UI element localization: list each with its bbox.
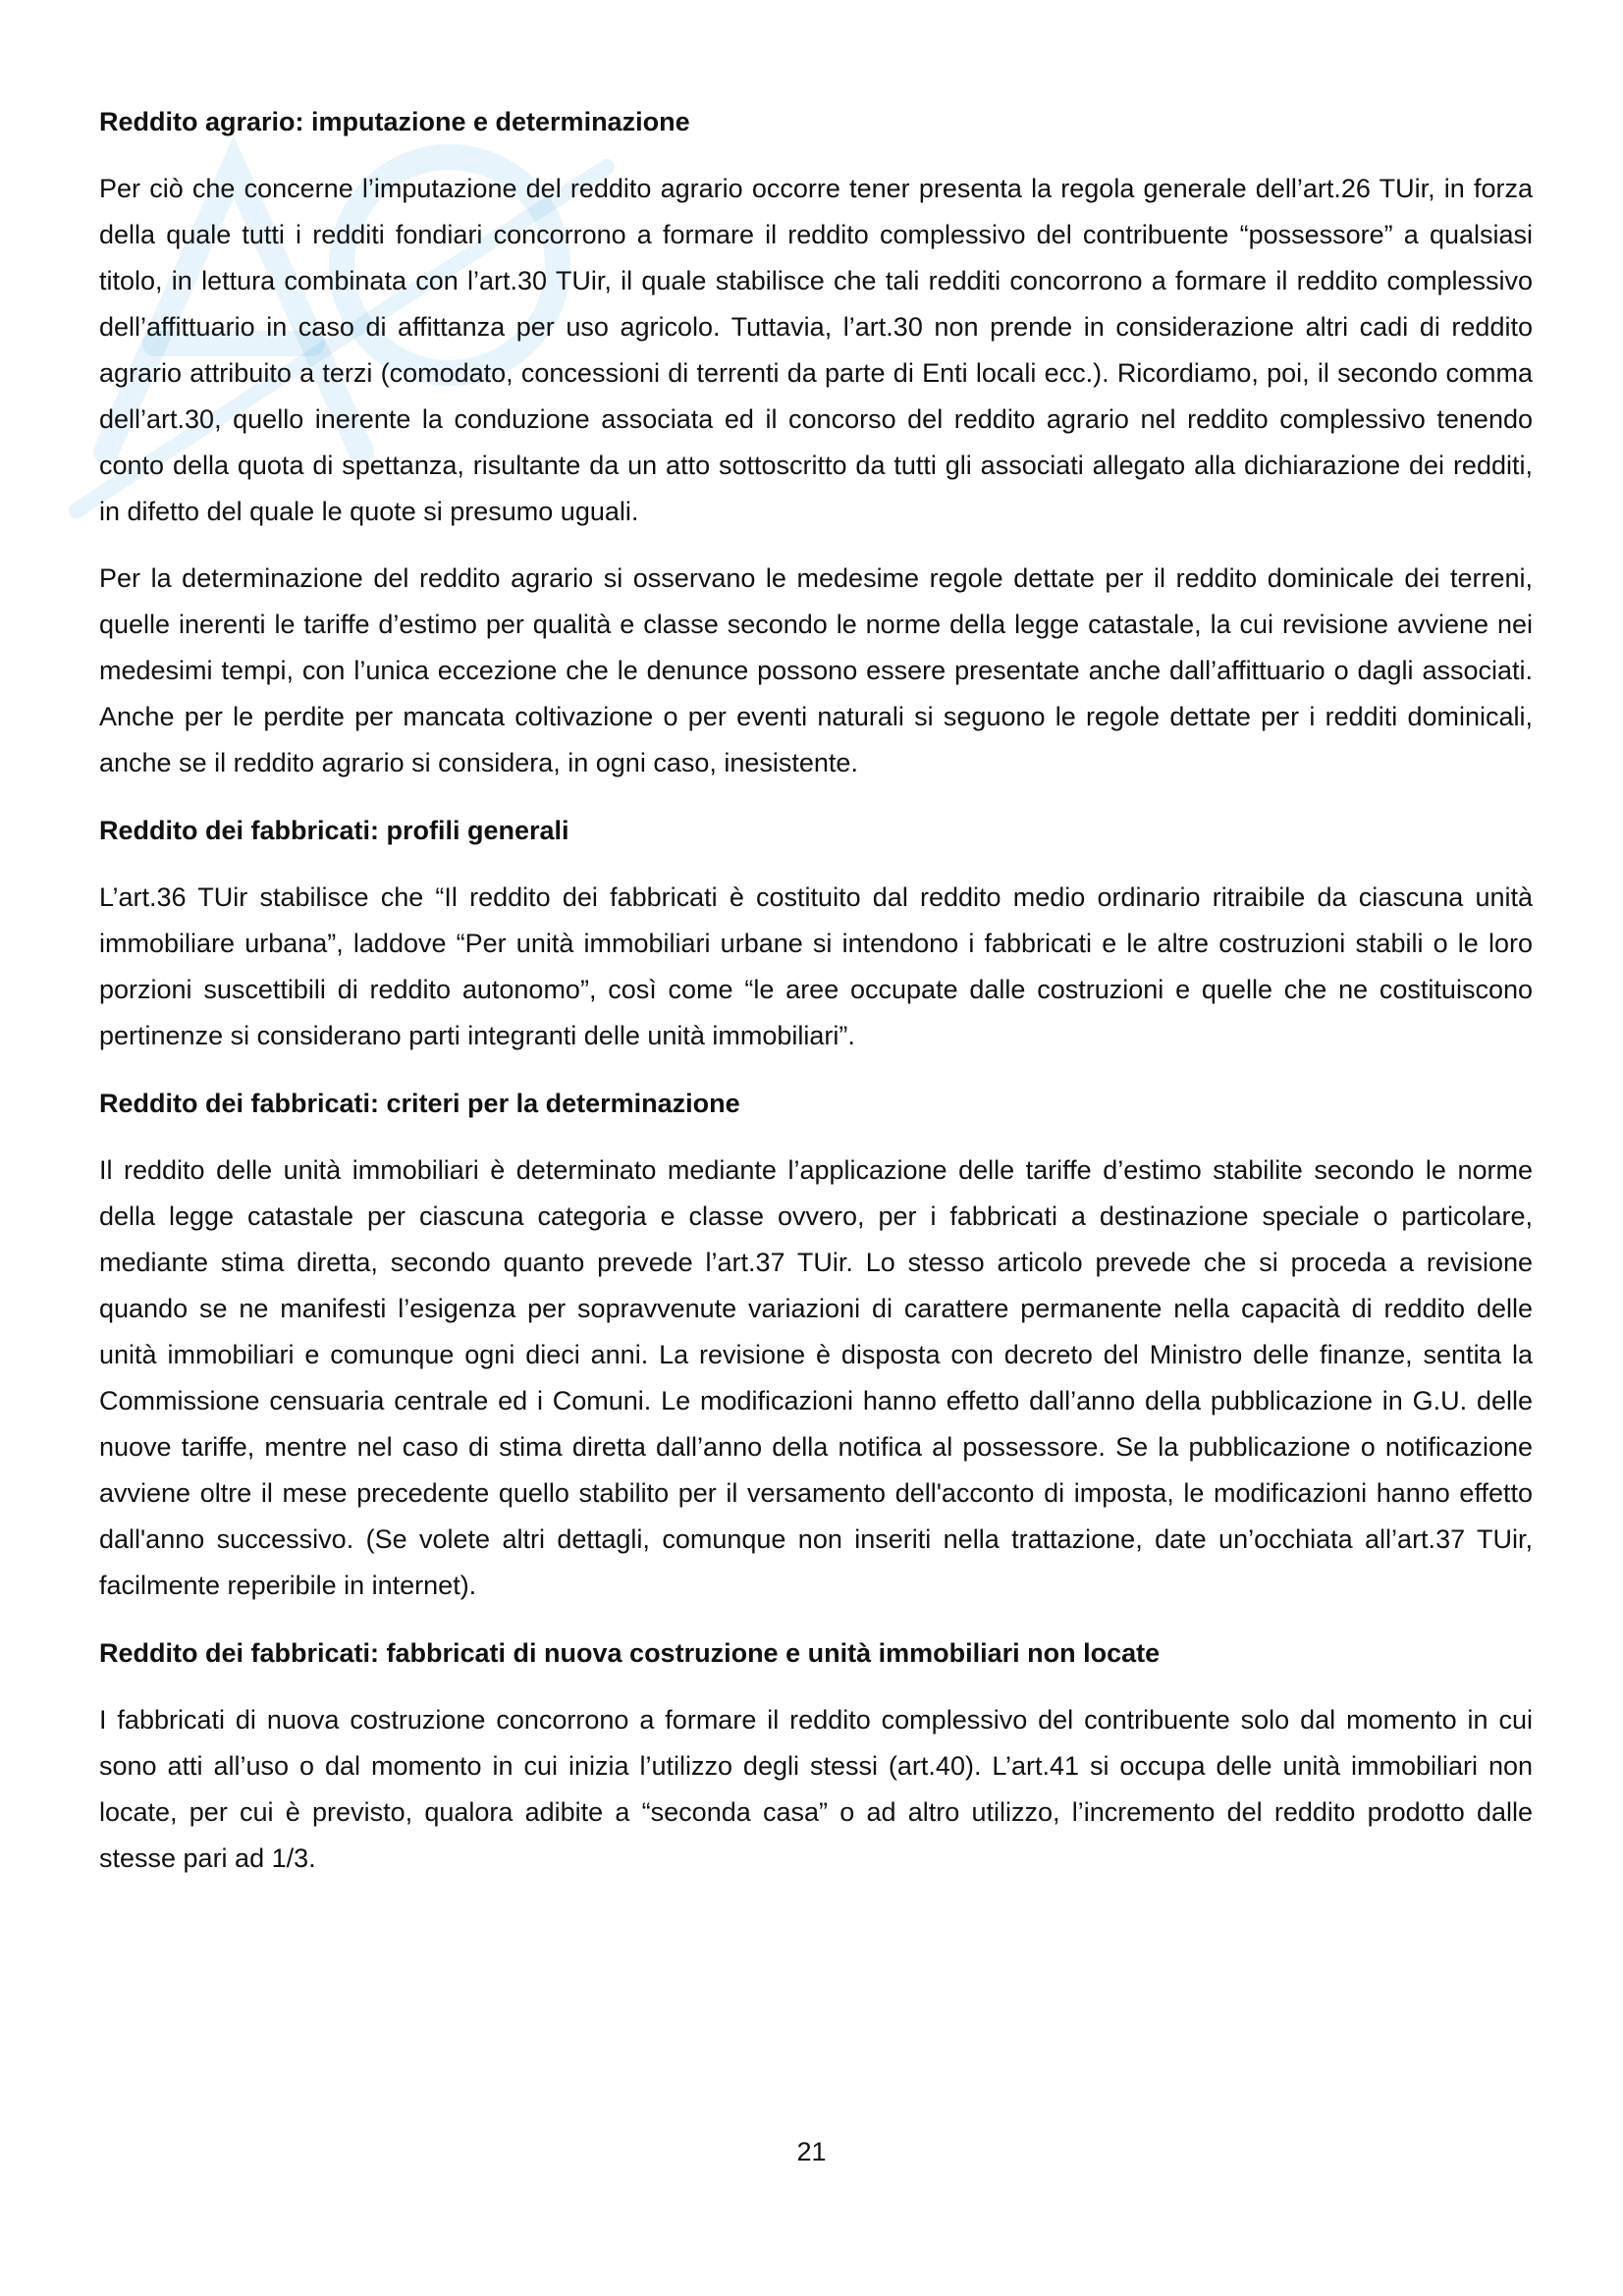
- section-fabbricati-profili: [99, 807, 1533, 1059]
- section-reddito-agrario: [99, 98, 1533, 786]
- page-number: 21: [796, 2137, 827, 2166]
- paragraph: L’art.36 TUir stabilisce che “Il reddito dei fabbricati è costituito dal reddito medio ordinario ritraibile da ciascuna unità immobiliare urbana”, laddove “Per unità immobiliari urbane si intendono i fabbricati e le altre costruzioni stabili o le loro porzioni suscettibili di reddito autonomo”, così come “le aree occupate dalle costruzioni e quelle che ne costituiscono pertinenze si considerano parti integranti delle unità immobiliari”.: [99, 882, 1533, 1050]
- paragraph: Il reddito delle unità immobiliari è determinato mediante l’applicazione delle tariffe d’estimo stabilite secondo le norme della legge catastale per ciascuna categoria e classe ovvero, per i fabbricati a destinazione speciale o particolare, mediante stima diretta, secondo quanto prevede l’art.37 TUir. Lo stesso articolo prevede che si proceda a revisione quando se ne manifesti l’esigenza per sopravvenute variazioni di carattere permanente nella capacità di reddito delle unità immobiliari e comunque ogni dieci anni. La revisione è disposta con decreto del Ministro delle finanze, sentita la Commissione censuaria centrale ed i Comuni. Le modificazioni hanno effetto dall’anno della pubblicazione in G.U. delle nuove tariffe, mentre nel caso di stima diretta dall’anno della notifica al possessore. Se la pubblicazione o notificazione avviene oltre il mese precedente quello stabilito per il versamento dell'acconto di imposta, le modificazioni hanno effetto dall'anno successivo. (Se volete altri dettagli, comunque non inseriti nella trattazione, date un’occhiata all’art.37 TUir, facilmente reperibile in internet).: [99, 1155, 1533, 1600]
- paragraph: I fabbricati di nuova costruzione concorrono a formare il reddito complessivo del contribuente solo dal momento in cui sono atti all’uso o dal momento in cui inizia l’utilizzo degli stessi (art.40). L’art.41 si occupa delle unità immobiliari non locate, per cui è previsto, qualora adibite a “seconda casa” o ad altro utilizzo, l’incremento del reddito prodotto dalle stesse pari ad 1/3.: [99, 1705, 1533, 1873]
- section-heading: Reddito dei fabbricati: fabbricati di nuova costruzione e unità immobiliari non locate: [99, 1638, 1161, 1668]
- section-heading: Reddito dei fabbricati: profili generali: [99, 816, 569, 845]
- section-fabbricati-nuova-costruzione: [99, 1629, 1533, 1882]
- paragraph: Per ciò che concerne l’imputazione del reddito agrario occorre tener presenta la regola generale dell’art.26 TUir, in forza della quale tutti i redditi fondiari concorrono a formare il reddito complessivo del contribuente “possessore” a qualsiasi titolo, in lettura combinata con l’art.30 TUir, il quale stabilisce che tali redditi concorrono a formare il reddito complessivo dell’affittuario in caso di affittanza per uso agricolo. Tuttavia, l’art.30 non prende in considerazione altri cadi di reddito agrario attribuito a terzi (comodato, concessioni di terrenti da parte di Enti locali ecc.). Ricordiamo, poi, il secondo comma dell’art.30, quello inerente la conduzione associata ed il concorso del reddito agrario nel reddito complessivo tenendo conto della quota di spettanza, risultante da un atto sottoscritto da tutti gli associati allegato alla dichiarazione dei redditi, in difetto del quale le quote si presumo uguali.: [99, 174, 1533, 526]
- section-fabbricati-criteri: [99, 1080, 1533, 1609]
- paragraph: Per la determinazione del reddito agrario si osservano le medesime regole dettate per il reddito dominicale dei terreni, quelle inerenti le tariffe d’estimo per qualità e classe secondo le norme della legge catastale, la cui revisione avviene nei medesimi tempi, con l’unica eccezione che le denunce possono essere presentate anche dall’affittuario o dagli associati. Anche per le perdite per mancata coltivazione o per eventi naturali si seguono le regole dettate per i redditi dominicali, anche se il reddito agrario si considera, in ogni caso, inesistente.: [99, 563, 1533, 777]
- document-body: [99, 98, 1533, 1902]
- section-heading: Reddito agrario: imputazione e determinazione: [99, 107, 690, 136]
- section-heading: Reddito dei fabbricati: criteri per la determinazione: [99, 1089, 740, 1118]
